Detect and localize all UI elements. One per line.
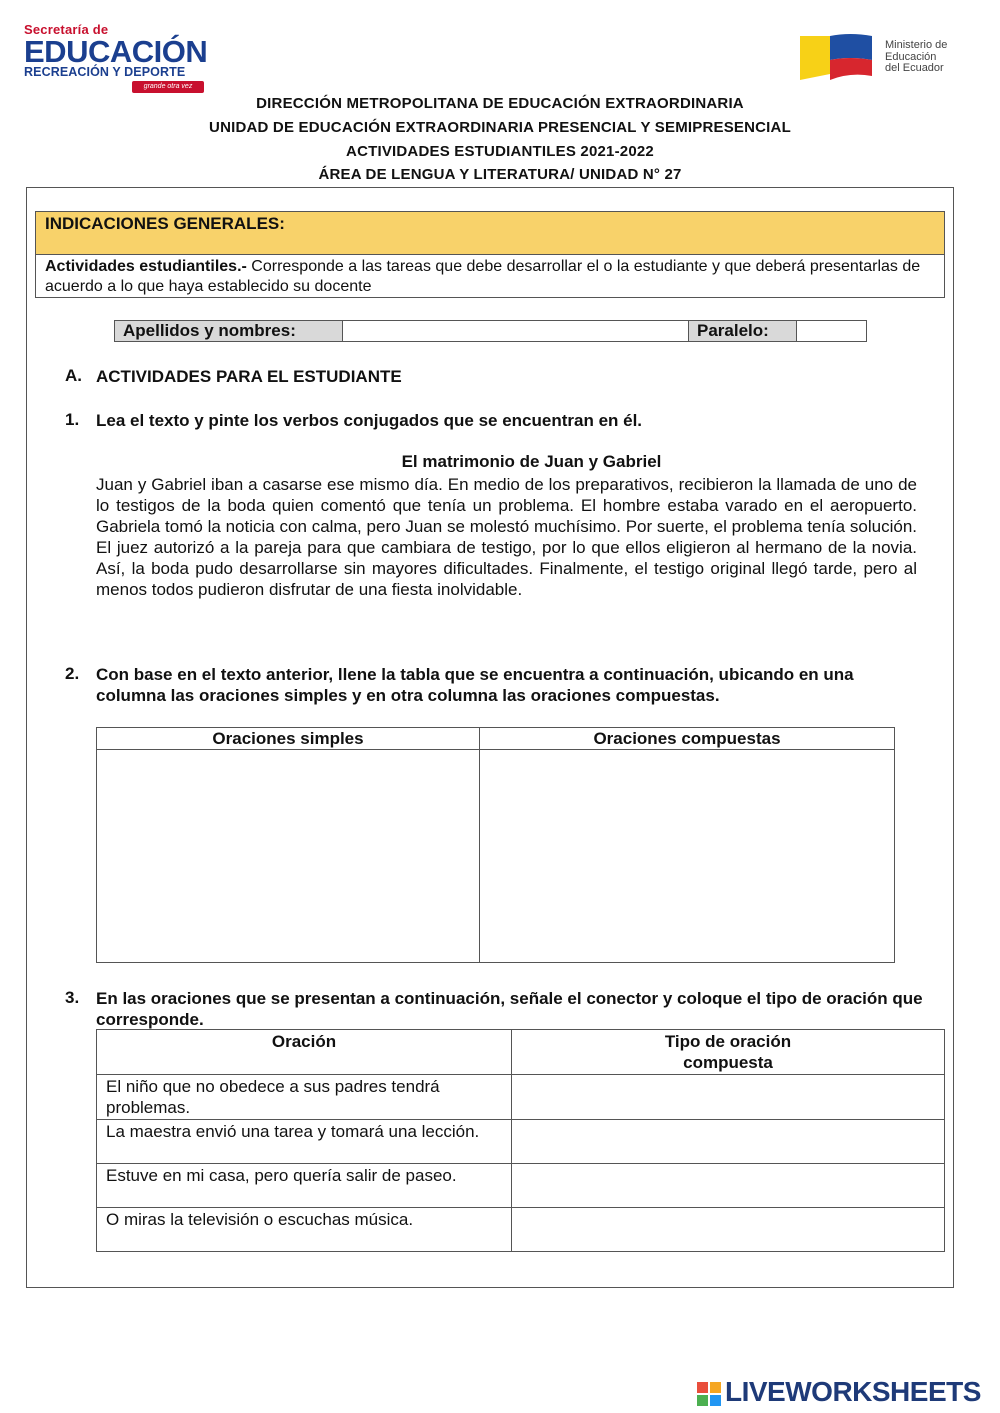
liveworksheets-logo-icon: [697, 1382, 721, 1406]
q2-number: 2.: [65, 664, 80, 683]
header-line4: ÁREA DE LENGUA Y LITERATURA/ UNIDAD N° 27: [318, 166, 682, 183]
type-answer-cell[interactable]: [512, 1164, 945, 1208]
col-type-header-line2: compuesta: [683, 1053, 773, 1072]
ecuador-flag-icon: [800, 30, 880, 86]
q1-number: 1.: [65, 410, 80, 429]
header-line1: DIRECCIÓN METROPOLITANA DE EDUCACIÓN EXTRAORDINARIA: [256, 95, 744, 112]
sentence-cell[interactable]: El niño que no obedece a sus padres tendrá problemas.: [97, 1075, 512, 1120]
type-answer-cell[interactable]: [512, 1208, 945, 1252]
sentence-cell[interactable]: La maestra envió una tarea y tomará una lección.: [97, 1120, 512, 1164]
student-info-row: [114, 320, 867, 342]
story-text[interactable]: Juan y Gabriel iban a casarse ese mismo día. En medio de los preparativos, recibieron la llamada de uno de lo testigos de la boda quien comentó que tenía un problema. El hombre estaba varado en el aeropuerto. Gabriela tomó la noticia con calma, pero Juan se molestó muchísimo. Por suerte, el problema tenía solución. El juez autorizó a la pareja para que cambiara de testigo, por lo que ellos eligieron al hermano de la novia. Así, la boda pudo desarrollarse sin mayores dificultades. Finalmente, el testigo original llegó tarde, pero al menos todos pudieron disfrutar de una fiesta inolvidable.: [96, 475, 917, 599]
sentence-cell[interactable]: Estuve en mi casa, pero quería salir de paseo.: [97, 1164, 512, 1208]
q3-number: 3.: [65, 988, 80, 1007]
type-answer-cell[interactable]: [512, 1075, 945, 1120]
compound-sentences-cell[interactable]: [480, 750, 895, 963]
header-line3: ACTIVIDADES ESTUDIANTILES 2021-2022: [346, 143, 654, 160]
indications-title: INDICACIONES GENERALES:: [36, 212, 944, 255]
simple-sentences-cell[interactable]: [97, 750, 480, 963]
logo-left-line2: EDUCACIÓN: [24, 34, 208, 69]
header-line2: UNIDAD DE EDUCACIÓN EXTRAORDINARIA PRESENCIAL Y SEMIPRESENCIAL: [209, 119, 791, 136]
table-row: [97, 1075, 945, 1120]
liveworksheets-watermark: [697, 1376, 997, 1410]
name-field[interactable]: [343, 321, 689, 341]
logo-left-tagline: grande otra vez: [132, 81, 204, 93]
col-compound-header: Oraciones compuestas: [480, 728, 895, 750]
sentence-cell[interactable]: O miras la televisión o escuchas música.: [97, 1208, 512, 1252]
table-row: [97, 1208, 945, 1252]
sentences-table: [96, 727, 895, 963]
logo-left-line3: RECREACIÓN Y DEPORTE: [24, 65, 186, 79]
q2-text: Con base en el texto anterior, llene la tabla que se encuentra a continuación, ubicando en una columna las oraciones simples y en otra columna las oraciones compuestas.: [96, 665, 854, 705]
watermark-text: LIVEWORKSHEETS: [725, 1376, 981, 1407]
logo-right-line1: Ministerio de: [885, 39, 948, 51]
logo-right-text: [885, 40, 947, 75]
indications-body: [36, 255, 944, 299]
paralelo-label: Paralelo:: [689, 321, 797, 341]
indications-label: Actividades estudiantiles.-: [45, 258, 247, 275]
story-title: El matrimonio de Juan y Gabriel: [401, 452, 662, 471]
section-a-title: ACTIVIDADES PARA EL ESTUDIANTE: [96, 367, 402, 386]
col-simple-header: Oraciones simples: [97, 728, 480, 750]
q3-text: En las oraciones que se presentan a continuación, señale el conector y coloque el tipo de oración que corresponde.: [96, 989, 923, 1029]
logo-right-line2: Educación: [885, 50, 937, 63]
col-sentence-header: Oración: [97, 1030, 512, 1075]
table-row: [97, 1120, 945, 1164]
connector-table: [96, 1029, 945, 1252]
section-a-letter: A.: [65, 366, 82, 385]
col-type-header: [512, 1030, 945, 1075]
table-row: [97, 1164, 945, 1208]
indications-text: Corresponde a las tareas que debe desarrollar el o la estudiante y que deberá presentarlas de acuerdo a lo que haya establecido su docente: [45, 258, 921, 295]
secretaria-educacion-logo: [24, 22, 208, 90]
logo-left-line1: Secretaría de: [24, 22, 109, 37]
q1-text: Lea el texto y pinte los verbos conjugados que se encuentran en él.: [96, 411, 643, 430]
col-type-header-line1: Tipo de oración: [664, 1032, 792, 1051]
type-answer-cell[interactable]: [512, 1120, 945, 1164]
name-label: Apellidos y nombres:: [115, 321, 343, 341]
indications-box: [35, 211, 945, 298]
logo-right-line3: del Ecuador: [885, 62, 944, 74]
ministerio-educacion-logo: [800, 30, 970, 86]
paralelo-field[interactable]: [797, 321, 866, 341]
